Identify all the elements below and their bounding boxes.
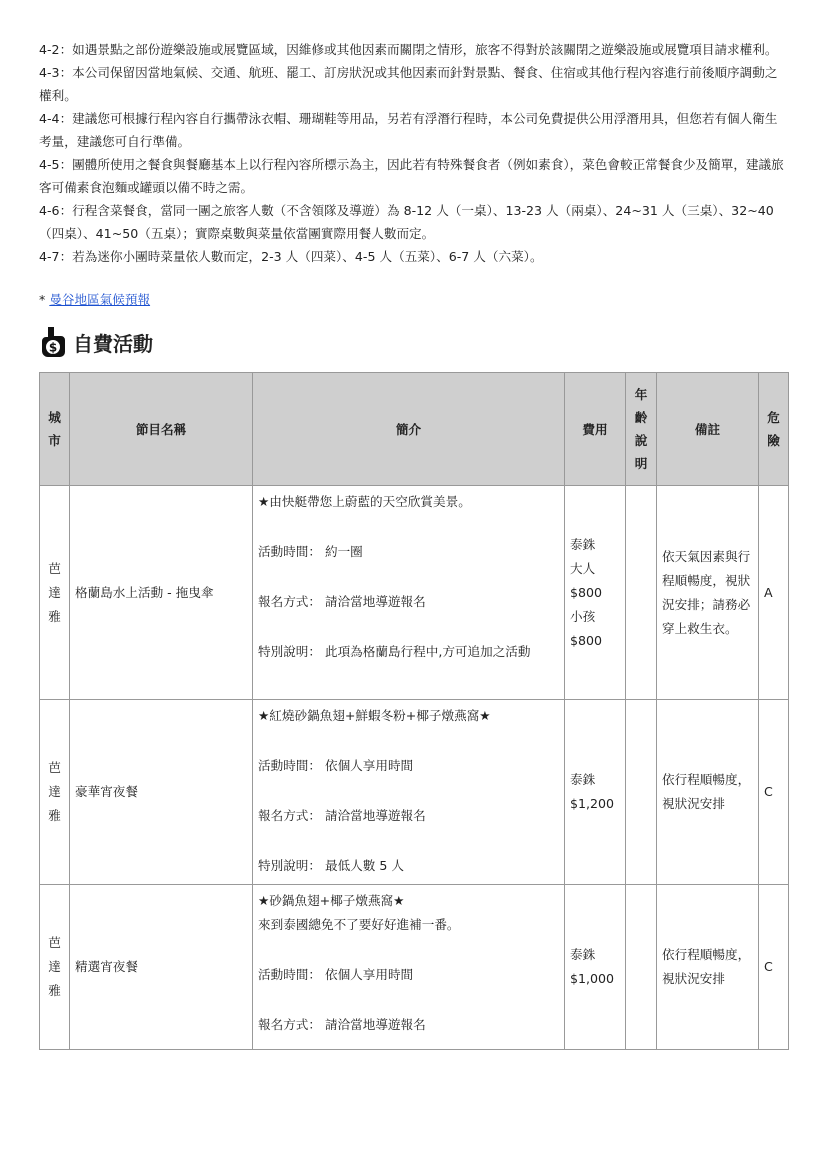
- fee-currency: 泰銖: [570, 947, 596, 962]
- cell-name: 格蘭島水上活動 - 拖曳傘: [70, 486, 253, 700]
- table-header-row: [40, 373, 789, 486]
- cell-age: [626, 486, 657, 700]
- cell-note: 依行程順暢度，視狀況安排: [657, 885, 759, 1050]
- cell-intro: [253, 486, 565, 700]
- weather-forecast: [39, 290, 788, 310]
- header-intro: 簡介: [253, 373, 565, 486]
- fee-price: $1,000: [570, 971, 615, 986]
- cell-name: 豪華宵夜餐: [70, 700, 253, 885]
- terms-list: [39, 38, 788, 268]
- section-header: [39, 324, 788, 360]
- cell-age: [626, 700, 657, 885]
- term-4-5: 4-5：團體所使用之餐食與餐廳基本上以行程內容所標示為主，因此若有特殊餐食者（例如素食），菜色會較正常餐食少及簡單，建議旅客可備素食泡麵或罐頭以備不時之需。: [39, 157, 784, 195]
- term-4-7: 4-7：若為迷你小團時菜量依人數而定，2-3 人（四菜）、4-5 人（五菜）、6-7 人（六菜）。: [39, 249, 543, 264]
- intro-signup: 報名方式： 請洽當地導遊報名: [258, 594, 426, 609]
- cell-fee: [565, 885, 626, 1050]
- intro-subline: 來到泰國總免不了要好好進補一番。: [258, 917, 460, 932]
- intro-headline: ★由快艇帶您上蔚藍的天空欣賞美景。: [258, 494, 471, 509]
- term-4-6: 4-6：行程含菜餐食，當同一團之旅客人數（不含領隊及導遊）為 8-12 人（一桌）、13-23 人（兩桌）、24~31 人（三桌）、32~40（四桌）、41~50（五桌）；實際桌數與菜量依當團實際用餐人數而定。: [39, 203, 774, 241]
- header-note: 備註: [657, 373, 759, 486]
- intro-headline: ★紅燒砂鍋魚翅+鮮蝦冬粉+椰子燉燕窩★: [258, 708, 491, 723]
- intro-special: 特別說明： 此項為格蘭島行程中,方可追加之活動: [258, 644, 531, 659]
- cell-age: [626, 885, 657, 1050]
- weather-prefix: *: [39, 292, 50, 307]
- header-age: 年齡說明: [626, 373, 657, 486]
- cell-city: 芭達雅: [40, 700, 70, 885]
- dollar-hand-icon: [39, 326, 67, 358]
- fee-adult-price: $800: [570, 584, 603, 600]
- fee-child-price: $800: [570, 632, 603, 648]
- intro-special: 特別說明： 最低人數 5 人: [258, 858, 404, 873]
- intro-time: 活動時間： 約一圈: [258, 544, 363, 559]
- fee-price: $1,200: [570, 796, 615, 811]
- cell-city: 芭達雅: [40, 486, 70, 700]
- activities-table: [39, 372, 789, 1050]
- fee-adult-label: 大人: [570, 560, 596, 576]
- header-name: 節目名稱: [70, 373, 253, 486]
- cell-note: 依天氣因素與行程順暢度，視狀況安排；請務必穿上救生衣。: [657, 486, 759, 700]
- intro-time: 活動時間： 依個人享用時間: [258, 758, 414, 773]
- intro-time: 活動時間： 依個人享用時間: [258, 967, 414, 982]
- cell-risk: C: [759, 700, 789, 885]
- page: [39, 38, 788, 1050]
- weather-forecast-link[interactable]: 曼谷地區氣候預報: [49, 292, 151, 307]
- intro-headline: ★砂鍋魚翅+椰子燉燕窩★: [258, 893, 405, 908]
- cell-city: 芭達雅: [40, 885, 70, 1050]
- cell-risk: A: [759, 486, 789, 700]
- fee-currency: 泰銖: [570, 772, 596, 787]
- header-city: 城市: [40, 373, 70, 486]
- table-row: [40, 486, 789, 700]
- cell-fee: [565, 700, 626, 885]
- svg-text:$: $: [48, 340, 58, 355]
- term-4-4: 4-4：建議您可根據行程內容自行攜帶泳衣帽、珊瑚鞋等用品，另若有浮潛行程時，本公司免費提供公用浮潛用具，但您若有個人衛生考量，建議您可自行準備。: [39, 111, 778, 149]
- cell-name: 精選宵夜餐: [70, 885, 253, 1050]
- header-risk: 危險: [759, 373, 789, 486]
- section-title: 自費活動: [73, 331, 153, 356]
- term-4-3: 4-3：本公司保留因當地氣候、交通、航班、罷工、訂房狀況或其他因素而針對景點、餐食、住宿或其他行程內容進行前後順序調動之權利。: [39, 65, 778, 103]
- cell-fee: [565, 486, 626, 700]
- cell-intro: [253, 885, 565, 1050]
- header-fee: 費用: [565, 373, 626, 486]
- fee-currency: 泰銖: [570, 536, 596, 552]
- intro-signup: 報名方式： 請洽當地導遊報名: [258, 808, 426, 823]
- fee-child-label: 小孩: [570, 608, 596, 624]
- term-4-2: 4-2：如遇景點之部份遊樂設施或展覽區域，因維修或其他因素而關閉之情形，旅客不得對於該關閉之遊樂設施或展覽項目請求權利。: [39, 42, 778, 57]
- intro-signup: 報名方式： 請洽當地導遊報名: [258, 1017, 426, 1032]
- cell-intro: [253, 700, 565, 885]
- table-row: [40, 700, 789, 885]
- cell-note: 依行程順暢度，視狀況安排: [657, 700, 759, 885]
- table-row: [40, 885, 789, 1050]
- cell-risk: C: [759, 885, 789, 1050]
